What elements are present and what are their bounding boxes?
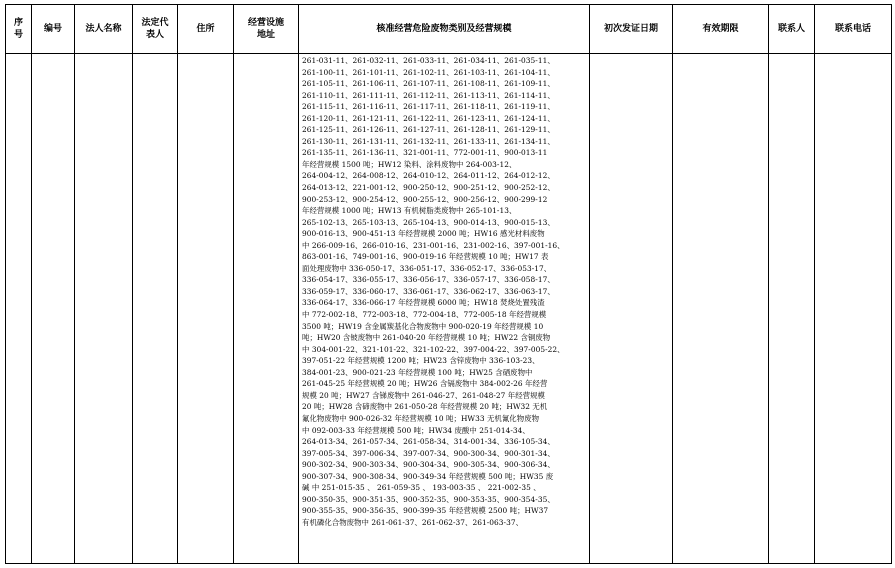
category-scale-line: 264-013-12、221-001-12、900-250-12、900-251-12、900-252-12、 [302,183,555,193]
category-scale-line: 261-045-25 年经营规模 20 吨；HW26 含镉废物中 384-002-26 年经营 [302,379,548,389]
category-scale-line: 900-355-35、900-356-35、900-399-35 年经营规模 2500 吨；HW37 [302,506,549,516]
category-scale-line: 863-001-16、749-001-16、900-019-16 年经营规模 10 吨；HW17 表 [302,252,549,262]
category-scale-line: 年经营规模 1500 吨；HW12 染料、涂料废物中 264-003-12、 [302,159,517,169]
category-scale-line: 397-051-22 年经营规模 1200 吨；HW23 含锌废物中 336-103-23、 [302,356,540,366]
category-scale-line: 规模 20 吨；HW27 含锑废物中 261-046-27、261-048-27 年经营规模 [302,390,545,400]
category-scale-line: 264-013-34、261-057-34、261-058-34、314-001-34、336-105-34、 [302,437,555,447]
col-border [589,4,590,563]
col-border [74,4,75,563]
header-category-scale [299,5,589,53]
col-border [768,4,769,563]
header-bottom-border [5,53,892,54]
header-validity [673,5,768,53]
category-scale-line: 261-100-11、261-101-11、261-102-11、261-103-11、261-104-11、 [302,67,555,77]
category-scale-line: 有机磷化合物废物中 261-061-37、261-062-37、261-063-37、 [302,517,524,527]
header-seq [6,5,31,53]
category-scale-line: 面处理废物中 336-050-17、336-051-17、336-052-17、336-053-17、 [302,263,552,273]
category-scale-line: 336-059-17、336-060-17、336-061-17、336-062-17、336-063-17、 [302,286,555,296]
category-scale-cell [302,55,588,563]
category-scale-line: 336-054-17、336-055-17、336-056-17、336-057-17、336-058-17、 [302,275,555,285]
header-phone [815,5,891,53]
header-representative [133,5,177,53]
header-category-scale-label: 核准经营危险废物类别及经营规模 [376,24,512,34]
category-scale-line: 20 吨；HW28 含碲废物中 261-050-28 年经营规模 20 吨；HW32 无机 [302,402,548,412]
header-representative-label: 法定代表人 [141,18,169,40]
header-residence [178,5,233,53]
col-border [5,4,6,563]
header-contact [769,5,814,53]
category-scale-line: 900-302-34、900-303-34、900-304-34、900-305-34、900-306-34、 [302,460,555,470]
header-legal-name [75,5,132,53]
header-validity-label: 有效期限 [702,24,739,34]
header-facility-address-label: 经营设施地址 [247,18,284,40]
category-scale-line: 384-001-23、900-021-23 年经营规模 100 吨；HW25 含硒废物中 [302,367,533,377]
category-scale-line: 吨；HW20 含铍废物中 261-040-20 年经营规模 10 吨；HW22 含铜废物 [302,333,551,343]
header-facility-address [234,5,298,53]
category-scale-line: 年经营规模 1000 吨；HW13 有机树脂类废物中 265-101-13、 [302,206,517,216]
header-phone-label: 联系电话 [834,24,871,34]
category-scale-line: 中 304-001-22、321-101-22、321-102-22、397-004-22、397-005-22、 [302,344,565,354]
header-legal-name-label: 法人名称 [85,24,122,34]
header-residence-label: 住所 [196,24,215,34]
category-scale-line: 261-135-11、261-136-11、321-001-11、772-001-11、900-013-11 [302,148,548,158]
col-border [31,4,32,563]
header-contact-label: 联系人 [777,24,805,34]
category-scale-line: 3500 吨；HW19 含金属羰基化合物废物中 900-020-19 年经营规模 10 [302,321,544,331]
category-scale-line: 碱 中 251-015-35 、 261-059-35 、 193-003-35 、 221-002-35 、 [302,483,541,493]
category-scale-line: 261-031-11、261-032-11、261-033-11、261-034-11、261-035-11、 [302,56,555,65]
category-scale-line: 900-253-12、900-254-12、900-255-12、900-256-12、900-299-12 [302,194,548,204]
category-scale-line: 265-102-13、265-103-13、265-104-13、900-014-13、900-015-13、 [302,217,555,227]
category-scale-line: 900-350-35、900-351-35、900-352-35、900-353-35、900-354-35、 [302,494,555,504]
col-border [132,4,133,563]
table-bottom-border [5,563,892,564]
category-scale-line: 261-115-11、261-116-11、261-117-11、261-118-11、261-119-11、 [302,102,555,112]
col-border [814,4,815,563]
header-first-issue-date [590,5,672,53]
header-first-issue-date-label: 初次发证日期 [603,24,658,34]
col-border [298,4,299,563]
category-scale-line: 264-004-12、264-008-12、264-010-12、264-011-12、264-012-12、 [302,171,555,181]
col-border [177,4,178,563]
header-number-label: 编号 [43,24,62,34]
category-scale-line: 336-064-17、336-066-17 年经营规模 6000 吨；HW18 焚烧处置残渣 [302,298,545,308]
category-scale-line: 261-105-11、261-106-11、261-107-11、261-108-11、261-109-11、 [302,79,555,89]
header-number [32,5,74,53]
category-scale-line: 900-016-13、900-451-13 年经营规模 2000 吨；HW16 感光材料废物 [302,229,545,239]
col-border [233,4,234,563]
category-scale-line: 900-307-34、900-308-34、900-349-34 年经营规模 500 吨；HW35 废 [302,471,554,481]
category-scale-line: 261-110-11、261-111-11、261-112-11、261-113-11、261-114-11、 [302,90,555,100]
col-border [672,4,673,563]
category-scale-line: 中 772-002-18、772-003-18、772-004-18、772-005-18 年经营规模 [302,310,547,320]
col-border [891,4,892,563]
category-scale-line: 氟化物废物中 900-026-32 年经营规模 10 吨；HW33 无机氰化物废物 [302,413,540,423]
category-scale-line: 397-005-34、397-006-34、397-007-34、900-300-34、900-301-34、 [302,448,555,458]
category-scale-line: 中 092-003-33 年经营规模 500 吨；HW34 废酸中 251-014-34、 [302,425,530,435]
header-seq-label: 序号 [13,18,23,40]
category-scale-line: 中 266-009-16、266-010-16、231-001-16、231-002-16、397-001-16、 [302,240,565,250]
category-scale-line: 261-125-11、261-126-11、261-127-11、261-128-11、261-129-11、 [302,125,555,135]
category-scale-line: 261-120-11、261-121-11、261-122-11、261-123-11、261-124-11、 [302,113,555,123]
category-scale-line: 261-130-11、261-131-11、261-132-11、261-133-11、261-134-11、 [302,136,555,146]
